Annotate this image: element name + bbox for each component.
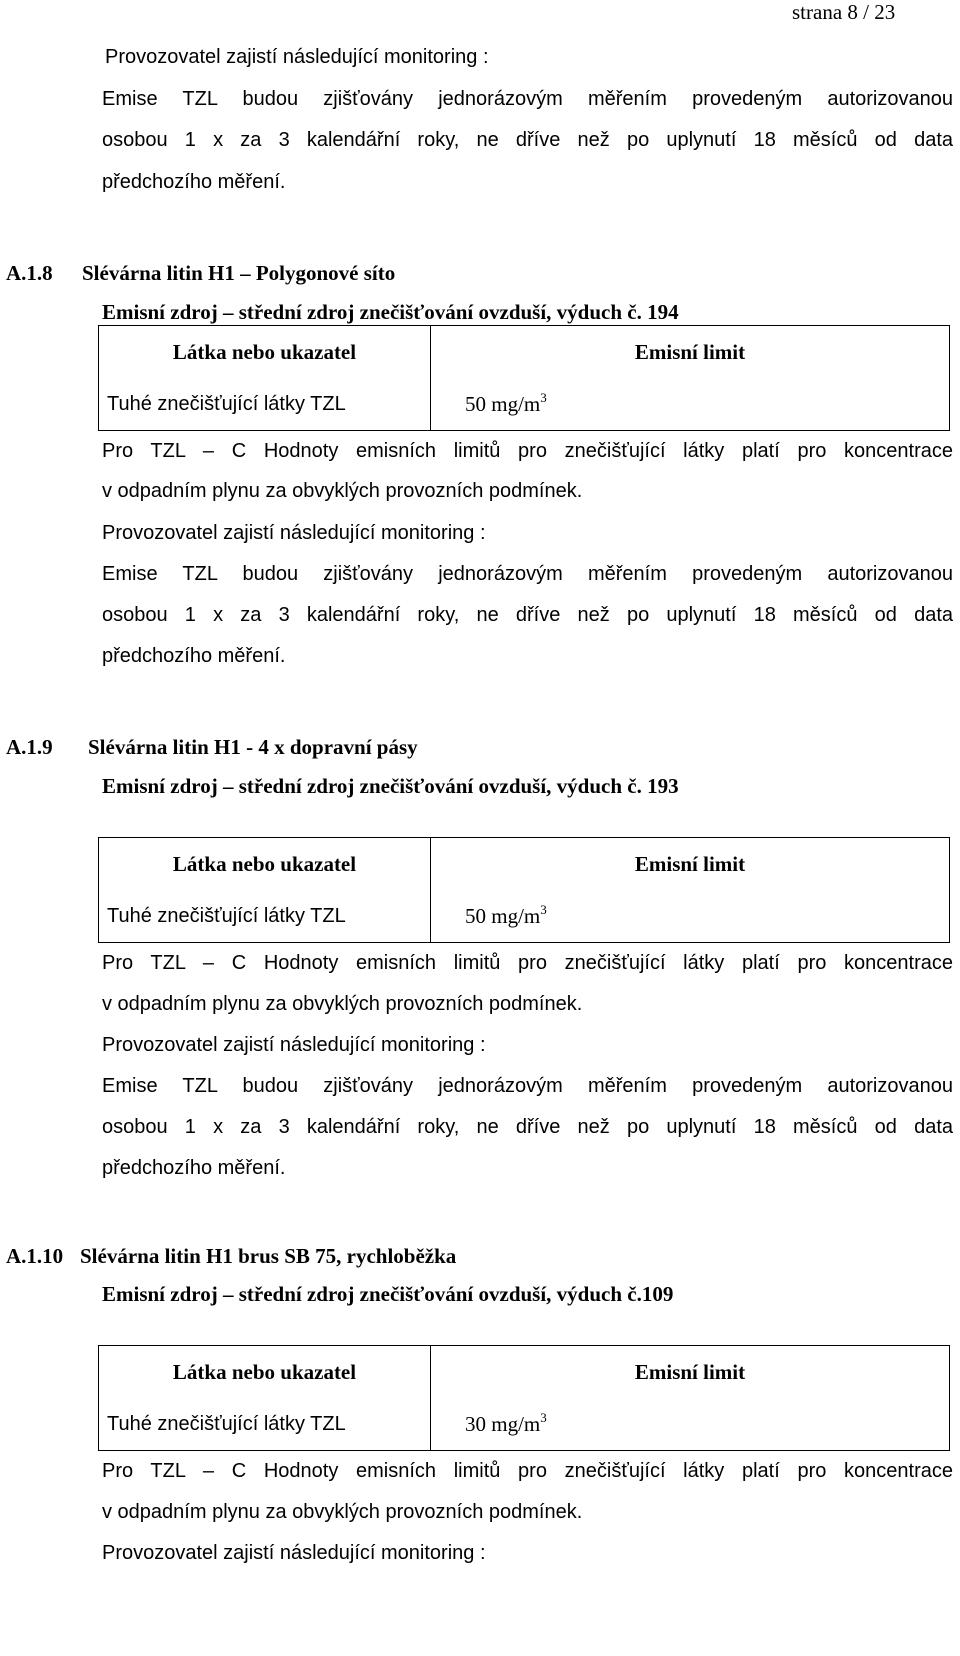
monitoring-line: Emise TZL budou zjišťovány jednorázovým měřením provedeným autorizovanou	[102, 1075, 953, 1097]
note-line: Pro TZL – C Hodnoty emisních limitů pro znečišťující látky platí pro koncentrace	[102, 1460, 953, 1482]
header-limit: Emisní limit	[431, 326, 950, 379]
substance-cell: Tuhé znečišťující látky TZL	[99, 1398, 431, 1451]
note-line: Pro TZL – C Hodnoty emisních limitů pro znečišťující látky platí pro koncentrace	[102, 440, 953, 462]
limit-value: 50	[465, 903, 486, 928]
limit-value: 50	[465, 391, 486, 416]
section-number: A.1.9	[6, 735, 53, 759]
section-number: A.1.10	[6, 1244, 64, 1268]
monitoring-line: osobou 1 x za 3 kalendářní roky, ne dříve než po uplynutí 18 měsíců od data	[102, 1116, 953, 1138]
note-line: v odpadním plynu za obvyklých provozních podmínek.	[102, 480, 583, 502]
monitoring-line: předchozího měření.	[102, 1157, 286, 1179]
monitoring-line: Emise TZL budou zjišťovány jednorázovým měřením provedeným autorizovanou	[102, 563, 953, 585]
emission-source: Emisní zdroj – střední zdroj znečišťování ovzduší, výduch č. 193	[102, 774, 679, 798]
monitoring-line: předchozího měření.	[102, 171, 286, 193]
limit-value: 30	[465, 1411, 486, 1436]
limit-unit-exponent: 3	[540, 901, 547, 917]
section-title: Slévárna litin H1 - 4 x dopravní pásy	[88, 735, 418, 759]
limit-unit: mg/m	[491, 1411, 541, 1436]
emission-source: Emisní zdroj – střední zdroj znečišťování ovzduší, výduch č.109	[102, 1282, 674, 1306]
header-limit: Emisní limit	[431, 1346, 950, 1399]
substance-cell: Tuhé znečišťující látky TZL	[99, 378, 431, 431]
limit-table	[98, 325, 950, 431]
header-substance: Látka nebo ukazatel	[99, 326, 431, 379]
header-limit: Emisní limit	[431, 838, 950, 891]
limit-cell	[431, 378, 950, 431]
note-line: Pro TZL – C Hodnoty emisních limitů pro znečišťující látky platí pro koncentrace	[102, 952, 953, 974]
limit-table	[98, 1345, 950, 1451]
limit-unit-exponent: 3	[540, 1409, 547, 1425]
header-substance: Látka nebo ukazatel	[99, 838, 431, 891]
limit-unit-exponent: 3	[540, 389, 547, 405]
note-line: v odpadním plynu za obvyklých provozních podmínek.	[102, 993, 583, 1015]
section-title: Slévárna litin H1 – Polygonové síto	[82, 261, 396, 285]
limit-unit: mg/m	[491, 391, 541, 416]
page-number: strana 8 / 23	[792, 0, 896, 24]
limit-unit: mg/m	[491, 903, 541, 928]
monitoring-intro: Provozovatel zajistí následující monitoring :	[102, 1542, 486, 1564]
note-line: v odpadním plynu za obvyklých provozních podmínek.	[102, 1501, 583, 1523]
substance-cell: Tuhé znečišťující látky TZL	[99, 890, 431, 943]
emission-source: Emisní zdroj – střední zdroj znečišťování ovzduší, výduch č. 194	[102, 300, 679, 324]
section-title: Slévárna litin H1 brus SB 75, rychloběžka	[80, 1244, 457, 1268]
monitoring-line: osobou 1 x za 3 kalendářní roky, ne dříve než po uplynutí 18 měsíců od data	[102, 129, 953, 151]
section-number: A.1.8	[6, 261, 53, 285]
header-substance: Látka nebo ukazatel	[99, 1346, 431, 1399]
limit-cell	[431, 890, 950, 943]
monitoring-line: Emise TZL budou zjišťovány jednorázovým měřením provedeným autorizovanou	[102, 88, 953, 110]
monitoring-line: předchozího měření.	[102, 645, 286, 667]
monitoring-intro: Provozovatel zajistí následující monitoring :	[102, 522, 486, 544]
monitoring-intro: Provozovatel zajistí následující monitoring :	[105, 46, 489, 68]
limit-cell	[431, 1398, 950, 1451]
monitoring-line: osobou 1 x za 3 kalendářní roky, ne dříve než po uplynutí 18 měsíců od data	[102, 604, 953, 626]
limit-table	[98, 837, 950, 943]
monitoring-intro: Provozovatel zajistí následující monitoring :	[102, 1034, 486, 1056]
